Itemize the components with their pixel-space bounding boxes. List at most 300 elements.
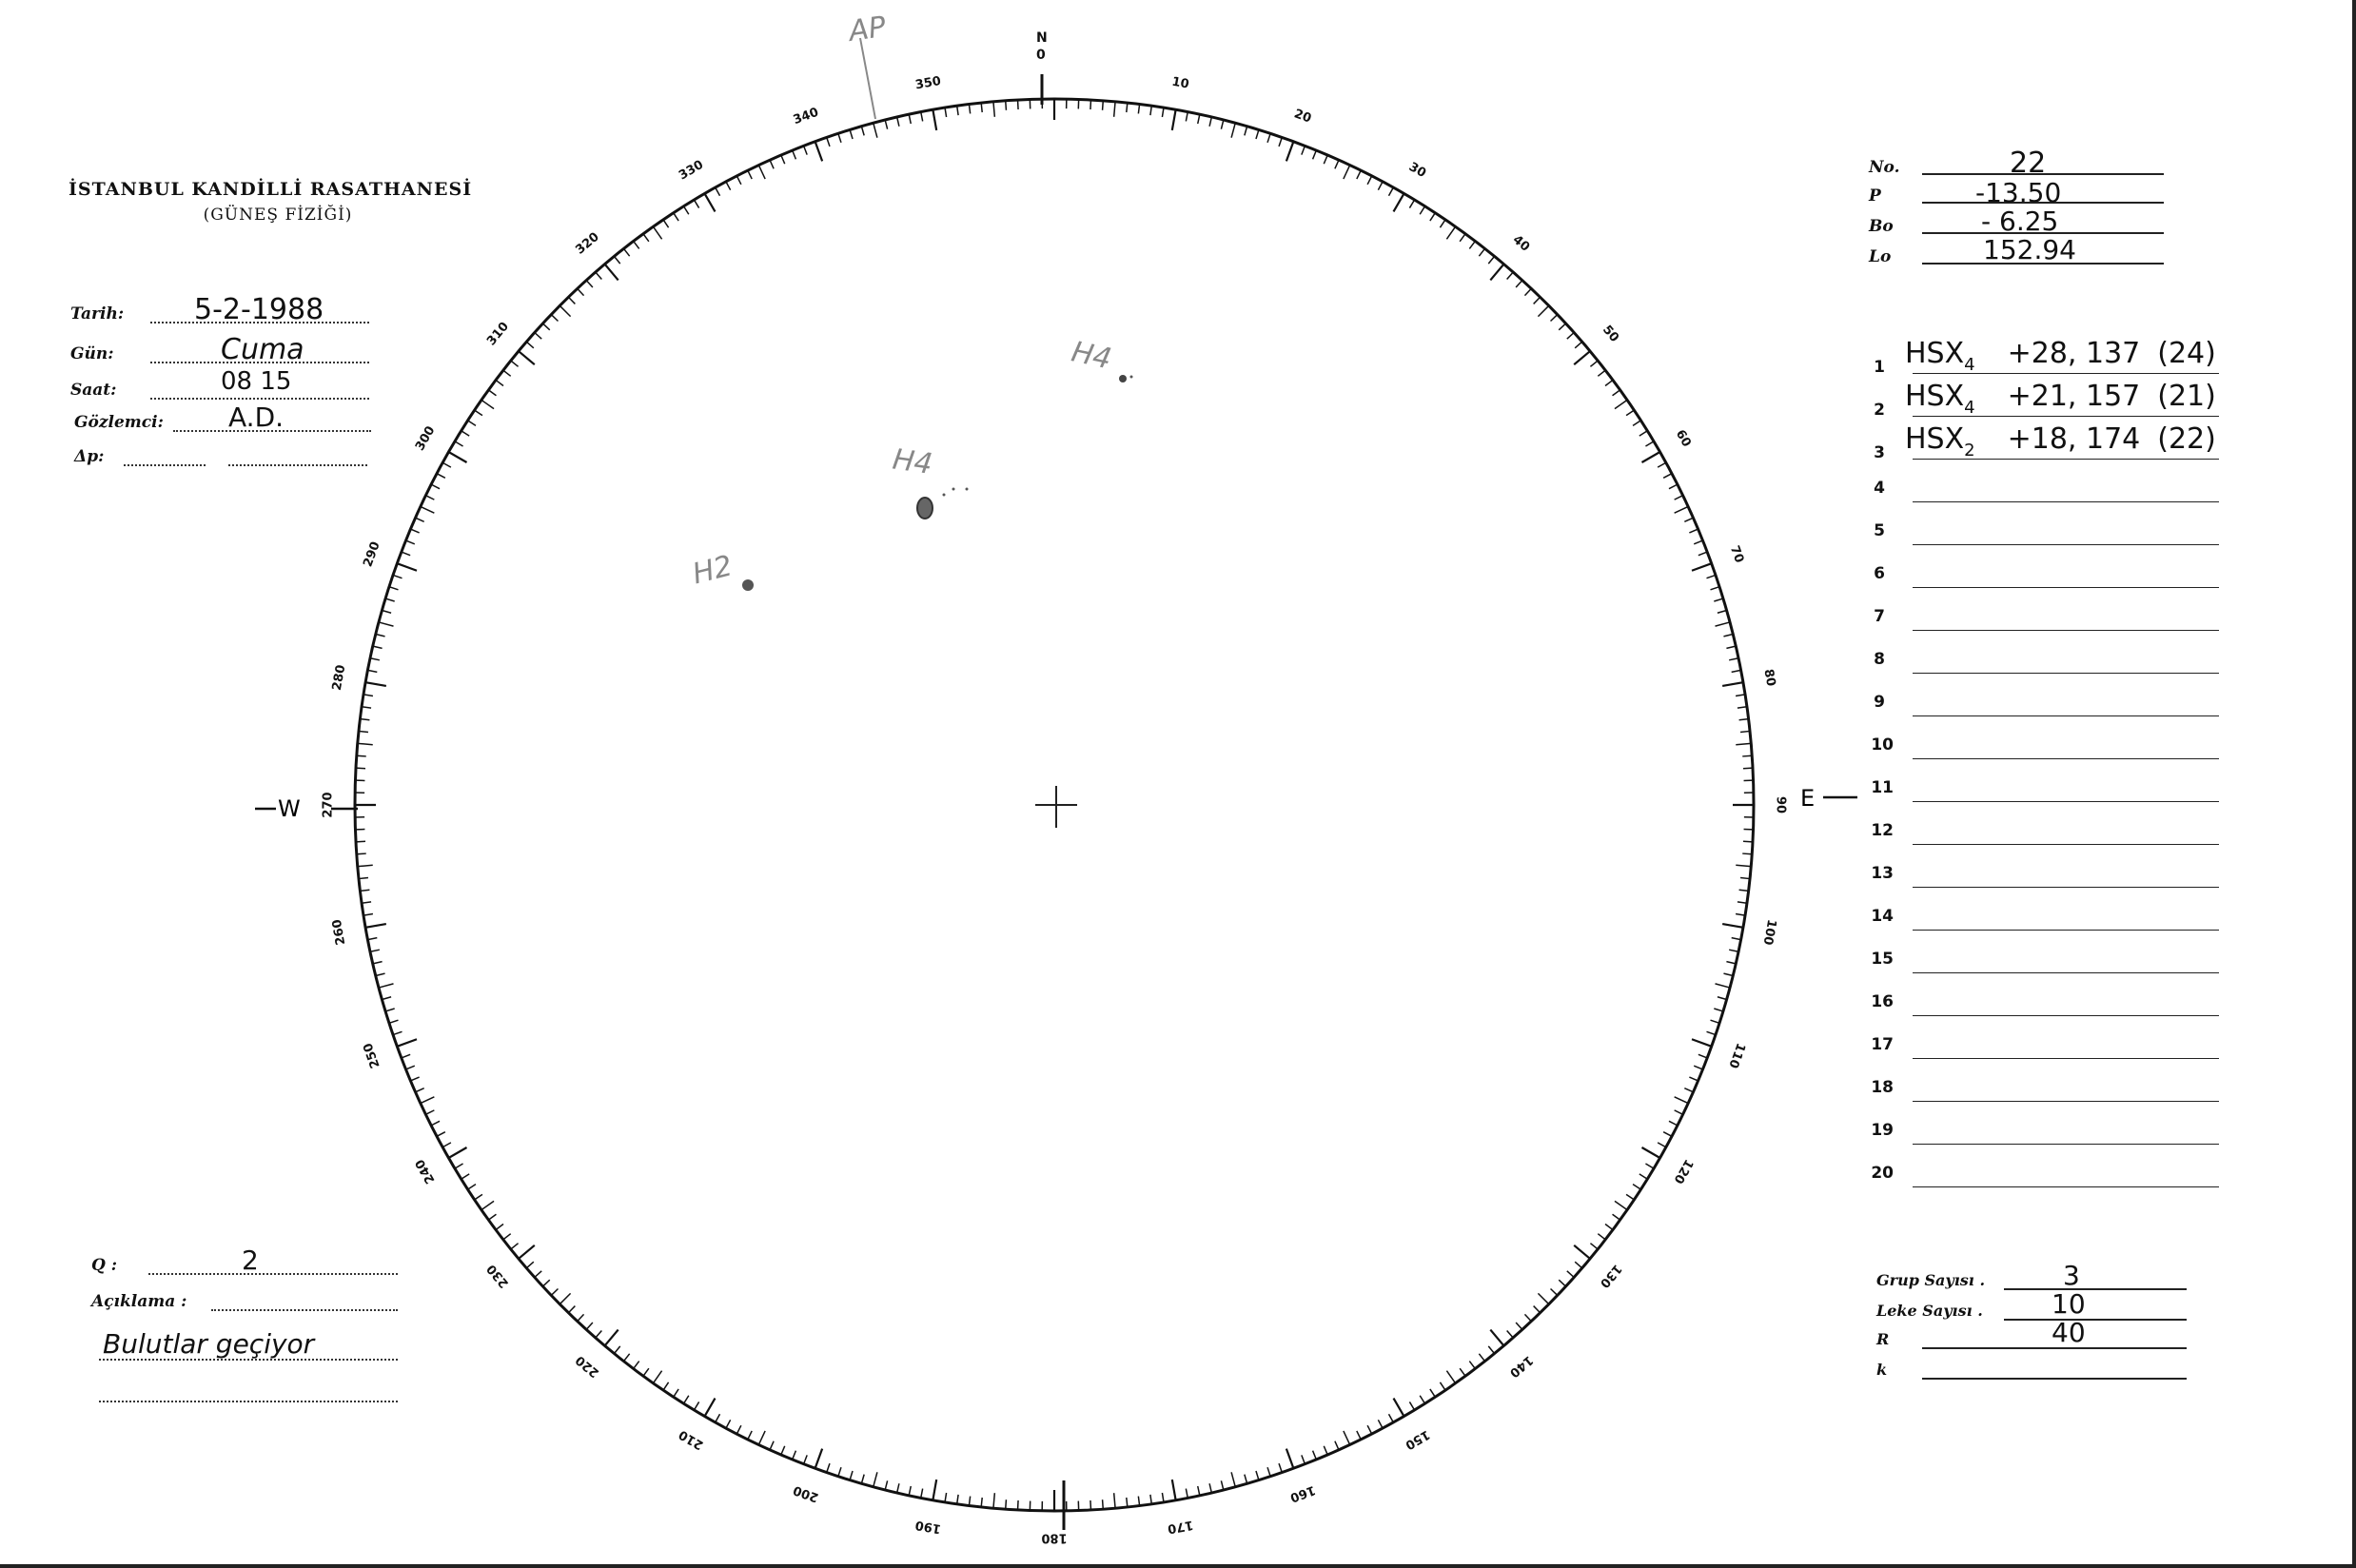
degree-tick bbox=[468, 421, 476, 425]
degree-tick bbox=[1469, 241, 1475, 248]
degree-tick bbox=[957, 106, 958, 115]
degree-tick bbox=[1378, 182, 1383, 190]
degree-tick bbox=[1641, 1147, 1659, 1158]
group-row-entry bbox=[1905, 380, 2216, 418]
degree-tick bbox=[397, 563, 417, 571]
degree-tick bbox=[874, 123, 877, 137]
degree-tick bbox=[1488, 256, 1494, 264]
degree-label: 50 bbox=[1599, 323, 1622, 345]
degree-tick bbox=[1357, 1431, 1361, 1440]
leke-sayisi-label: Leke Sayısı . bbox=[1876, 1302, 1983, 1320]
degree-tick bbox=[1739, 890, 1749, 891]
group-row-line bbox=[1913, 1015, 2219, 1016]
degree-tick bbox=[1534, 1306, 1541, 1313]
gun-value: Cuma bbox=[221, 333, 304, 366]
degree-label: 80 bbox=[1760, 668, 1778, 688]
degree-tick bbox=[358, 865, 373, 866]
group-coordinates: +18, 174 bbox=[2007, 422, 2141, 456]
tarih-label: Tarih: bbox=[70, 304, 125, 323]
degree-tick bbox=[1388, 1414, 1393, 1422]
group-row-entry bbox=[1905, 337, 2216, 375]
degree-tick bbox=[1729, 658, 1738, 660]
degree-label: 140 bbox=[1506, 1352, 1536, 1381]
degree-tick bbox=[1267, 1467, 1270, 1477]
sunspot-group-2-label: H4 bbox=[890, 442, 935, 481]
sunspot bbox=[1119, 375, 1127, 382]
degree-tick bbox=[1440, 1382, 1445, 1390]
degree-tick bbox=[933, 1480, 936, 1500]
degree-tick bbox=[781, 155, 785, 164]
group-row-line bbox=[1913, 801, 2219, 802]
degree-tick bbox=[726, 1420, 731, 1428]
degree-tick bbox=[909, 114, 911, 124]
degree-tick bbox=[1302, 1455, 1306, 1463]
degree-tick bbox=[389, 1020, 399, 1023]
degree-tick bbox=[1114, 102, 1115, 117]
degree-label: 30 bbox=[1405, 160, 1429, 182]
degree-tick bbox=[363, 914, 373, 916]
degree-tick bbox=[838, 1467, 841, 1477]
sheet-border-right bbox=[2352, 0, 2356, 1568]
degree-tick bbox=[770, 1441, 774, 1450]
degree-tick bbox=[437, 1132, 445, 1137]
group-row-number: 8 bbox=[1874, 650, 1885, 669]
degree-tick bbox=[416, 518, 424, 521]
aciklama-label: Açıklama : bbox=[91, 1292, 187, 1311]
degree-tick bbox=[705, 1399, 716, 1417]
degree-tick bbox=[705, 193, 716, 211]
degree-label: 270 bbox=[321, 792, 336, 818]
degree-tick bbox=[684, 206, 689, 214]
degree-tick bbox=[1313, 150, 1317, 159]
degree-tick bbox=[643, 234, 649, 242]
degree-tick bbox=[1090, 100, 1091, 109]
degree-tick bbox=[885, 1480, 887, 1490]
degree-tick bbox=[357, 853, 366, 854]
degree-tick bbox=[945, 108, 947, 117]
degree-tick bbox=[365, 682, 386, 686]
degree-tick bbox=[1150, 106, 1151, 115]
degree-tick bbox=[1335, 1441, 1339, 1450]
degree-label: 190 bbox=[913, 1517, 943, 1537]
group-row-number: 15 bbox=[1871, 950, 1894, 969]
degree-tick bbox=[1490, 265, 1503, 281]
degree-tick bbox=[1324, 1446, 1327, 1455]
degree-tick bbox=[1006, 1499, 1007, 1509]
group-row-line bbox=[1913, 673, 2219, 674]
group-row-number: 4 bbox=[1874, 479, 1885, 498]
aciklama-line-3 bbox=[99, 1401, 398, 1402]
degree-tick bbox=[368, 670, 378, 672]
degree-tick bbox=[1711, 1020, 1720, 1023]
degree-tick bbox=[511, 361, 519, 366]
degree-tick bbox=[793, 150, 796, 159]
group-row-number: 12 bbox=[1871, 821, 1894, 840]
sunspot bbox=[917, 498, 933, 519]
degree-tick bbox=[535, 1271, 541, 1278]
degree-label: 100 bbox=[1759, 918, 1779, 947]
degree-tick bbox=[897, 117, 899, 127]
degree-tick bbox=[1663, 474, 1672, 479]
aciklama-line-1 bbox=[211, 1309, 398, 1311]
p-label: P bbox=[1869, 186, 1881, 206]
degree-tick bbox=[402, 1054, 410, 1058]
delta-p-line-2 bbox=[228, 464, 367, 466]
degree-tick bbox=[1574, 1245, 1590, 1259]
degree-tick bbox=[827, 137, 830, 146]
degree-tick bbox=[442, 1143, 451, 1147]
lo-label: Lo bbox=[1869, 247, 1892, 266]
degree-tick bbox=[1420, 206, 1424, 214]
degree-tick bbox=[503, 370, 511, 376]
degree-tick bbox=[1658, 462, 1666, 467]
group-class-index: 2 bbox=[1964, 441, 1975, 461]
degree-tick bbox=[1615, 1201, 1627, 1209]
degree-tick bbox=[748, 170, 752, 179]
degree-tick bbox=[694, 200, 698, 208]
saat-label: Saat: bbox=[70, 381, 117, 400]
degree-tick bbox=[1209, 117, 1211, 127]
group-number: (22) bbox=[2157, 422, 2216, 456]
degree-tick bbox=[694, 1401, 698, 1410]
degree-tick bbox=[488, 390, 496, 396]
degree-tick bbox=[758, 166, 765, 180]
degree-tick bbox=[542, 323, 549, 330]
degree-tick bbox=[1198, 114, 1200, 124]
degree-tick bbox=[1722, 682, 1743, 686]
degree-tick bbox=[1723, 973, 1733, 975]
sunspot-group-2 bbox=[891, 443, 969, 519]
degree-label: 290 bbox=[361, 539, 383, 569]
degree-tick bbox=[1613, 390, 1620, 396]
degree-tick bbox=[653, 226, 661, 239]
group-row-line bbox=[1913, 1186, 2219, 1187]
degree-tick bbox=[1344, 166, 1350, 180]
group-class: HSX bbox=[1905, 422, 1965, 456]
group-number: (21) bbox=[2157, 380, 2216, 413]
tarih-value: 5-2-1988 bbox=[194, 293, 324, 326]
degree-tick bbox=[1138, 105, 1139, 114]
degree-tick bbox=[1469, 1362, 1475, 1369]
degree-tick bbox=[519, 351, 535, 364]
degree-label: 260 bbox=[329, 918, 349, 947]
degree-tick bbox=[1256, 1471, 1259, 1480]
degree-label: 250 bbox=[361, 1041, 383, 1070]
lo-value: 152.94 bbox=[1983, 234, 2076, 265]
degree-tick bbox=[1103, 101, 1104, 110]
degree-tick bbox=[356, 768, 365, 769]
degree-tick bbox=[1675, 496, 1683, 500]
degree-label: 220 bbox=[573, 1352, 602, 1381]
degree-tick bbox=[969, 105, 970, 114]
degree-tick bbox=[1736, 865, 1751, 866]
degree-tick bbox=[1574, 351, 1590, 364]
degree-tick bbox=[874, 1472, 877, 1486]
degree-tick bbox=[488, 1214, 496, 1220]
degree-tick bbox=[496, 1225, 503, 1230]
degree-tick bbox=[393, 1031, 402, 1034]
group-row-number: 9 bbox=[1874, 693, 1885, 712]
group-row-line bbox=[1913, 1144, 2219, 1145]
group-row-number: 13 bbox=[1871, 864, 1894, 883]
degree-tick bbox=[993, 102, 994, 117]
delta-p-label: Δp: bbox=[74, 447, 105, 466]
degree-tick bbox=[1692, 1039, 1712, 1047]
degree-tick bbox=[503, 1234, 511, 1240]
degree-tick bbox=[1286, 1449, 1294, 1469]
degree-tick bbox=[897, 1483, 899, 1493]
degree-tick bbox=[1357, 170, 1361, 179]
degree-tick bbox=[716, 187, 720, 196]
degree-tick bbox=[1729, 950, 1738, 951]
degree-tick bbox=[921, 1489, 923, 1499]
degree-tick bbox=[389, 587, 399, 590]
degree-tick bbox=[957, 1495, 958, 1504]
degree-tick bbox=[481, 400, 494, 408]
institute-department: (GÜNEŞ FİZİĞİ) bbox=[203, 206, 353, 225]
degree-tick bbox=[1231, 123, 1235, 137]
degree-tick bbox=[542, 1280, 549, 1286]
degree-tick bbox=[674, 213, 678, 221]
degree-tick bbox=[1675, 506, 1689, 513]
degree-tick bbox=[475, 410, 482, 416]
degree-tick bbox=[981, 103, 982, 112]
k-line bbox=[1922, 1378, 2187, 1380]
degree-tick bbox=[379, 984, 393, 988]
degree-tick bbox=[1186, 112, 1188, 122]
degree-tick bbox=[437, 474, 445, 479]
degree-tick bbox=[1694, 540, 1702, 544]
degree-tick bbox=[1669, 484, 1678, 489]
degree-tick bbox=[674, 1389, 678, 1397]
degree-tick bbox=[1162, 108, 1164, 117]
degree-tick bbox=[568, 297, 575, 304]
degree-tick bbox=[1286, 142, 1294, 162]
degree-tick bbox=[804, 1455, 808, 1463]
disk-center-cross bbox=[1035, 786, 1077, 828]
group-coordinates: +28, 137 bbox=[2007, 337, 2141, 370]
sunspot bbox=[952, 488, 955, 491]
group-row-number: 11 bbox=[1871, 778, 1894, 797]
degree-tick bbox=[1446, 226, 1455, 239]
degree-tick bbox=[526, 342, 534, 348]
grup-sayisi-line bbox=[2004, 1288, 2187, 1290]
degree-tick bbox=[1743, 841, 1753, 842]
rotation-axis-label: AP bbox=[846, 10, 889, 49]
p-value: -13.50 bbox=[1975, 177, 2062, 208]
degree-tick bbox=[736, 176, 741, 185]
leke-sayisi-value: 10 bbox=[2052, 1288, 2086, 1320]
aciklama-value: Bulutlar geçiyor bbox=[103, 1328, 315, 1360]
degree-tick bbox=[410, 1077, 419, 1081]
degree-tick bbox=[1567, 1271, 1574, 1278]
degree-tick bbox=[360, 890, 369, 891]
degree-tick bbox=[393, 575, 402, 578]
degree-tick bbox=[421, 1097, 435, 1104]
degree-tick bbox=[933, 109, 936, 130]
group-row-number: 14 bbox=[1871, 907, 1894, 926]
group-row-number: 18 bbox=[1871, 1078, 1894, 1097]
degree-tick bbox=[1516, 281, 1522, 287]
degree-tick bbox=[1138, 1497, 1139, 1506]
degree-tick bbox=[1256, 129, 1259, 139]
no-value: 22 bbox=[2010, 147, 2047, 180]
degree-tick bbox=[406, 1066, 415, 1069]
degree-tick bbox=[596, 272, 602, 280]
group-row-number: 1 bbox=[1874, 358, 1885, 377]
q-value: 2 bbox=[242, 1245, 259, 1276]
degree-tick bbox=[448, 1147, 466, 1158]
degree-tick bbox=[1684, 1088, 1693, 1092]
degree-tick bbox=[1409, 1401, 1414, 1410]
degree-tick bbox=[519, 1245, 535, 1259]
degree-tick bbox=[1694, 1066, 1702, 1069]
degree-tick bbox=[358, 743, 373, 744]
degree-tick bbox=[861, 127, 864, 136]
degree-tick bbox=[1127, 103, 1128, 112]
degree-tick bbox=[373, 962, 383, 964]
degree-tick bbox=[815, 1449, 823, 1469]
group-row-number: 5 bbox=[1874, 521, 1885, 540]
limb-degree-labels bbox=[322, 74, 1788, 1545]
degree-tick bbox=[362, 707, 371, 708]
degree-tick bbox=[1736, 914, 1745, 916]
degree-tick bbox=[379, 622, 393, 626]
degree-tick bbox=[370, 950, 380, 951]
degree-tick bbox=[623, 1354, 629, 1362]
sunspot-group-3-label: H2 bbox=[689, 549, 736, 592]
degree-tick bbox=[1714, 1009, 1723, 1011]
degree-tick bbox=[1639, 431, 1647, 436]
degree-tick bbox=[455, 1164, 463, 1168]
degree-tick bbox=[1575, 1262, 1582, 1268]
degree-tick bbox=[726, 182, 731, 190]
degree-tick bbox=[1324, 155, 1327, 164]
degree-tick bbox=[560, 305, 570, 316]
bo-value: - 6.25 bbox=[1981, 206, 2059, 237]
degree-tick bbox=[1742, 755, 1752, 756]
degree-tick bbox=[1335, 160, 1339, 168]
degree-tick bbox=[363, 695, 373, 696]
degree-tick bbox=[1507, 272, 1514, 280]
degree-tick bbox=[1378, 1420, 1383, 1428]
degree-tick bbox=[416, 1088, 424, 1092]
degree-label: 280 bbox=[329, 663, 349, 692]
degree-tick bbox=[1684, 518, 1693, 521]
degree-tick bbox=[1740, 731, 1750, 732]
degree-tick bbox=[1388, 187, 1393, 196]
degree-tick bbox=[1302, 146, 1306, 154]
degree-tick bbox=[1409, 200, 1414, 208]
saat-line bbox=[150, 398, 369, 400]
degree-tick bbox=[781, 1446, 785, 1455]
degree-tick bbox=[1245, 127, 1247, 136]
degree-tick bbox=[684, 1396, 689, 1403]
degree-tick bbox=[1279, 137, 1282, 146]
degree-tick bbox=[1267, 133, 1270, 143]
degree-tick bbox=[1707, 1031, 1716, 1034]
degree-tick bbox=[362, 902, 371, 903]
degree-tick bbox=[526, 1262, 534, 1268]
degree-tick bbox=[568, 1306, 575, 1313]
degree-tick bbox=[1669, 1121, 1678, 1126]
degree-tick bbox=[850, 129, 853, 139]
group-row-number: 17 bbox=[1871, 1035, 1894, 1054]
degree-tick bbox=[425, 1110, 434, 1114]
degree-tick bbox=[496, 380, 503, 385]
degree-tick bbox=[885, 120, 887, 129]
degree-tick bbox=[1605, 1225, 1613, 1230]
degree-tick bbox=[511, 1244, 519, 1249]
degree-tick bbox=[1150, 1495, 1151, 1504]
degree-tick bbox=[1420, 1396, 1424, 1403]
degree-label: 120 bbox=[1670, 1156, 1697, 1186]
degree-tick bbox=[382, 997, 391, 1000]
north-label: N bbox=[1036, 30, 1048, 46]
degree-tick bbox=[1732, 938, 1741, 940]
degree-tick bbox=[643, 1368, 649, 1376]
degree-tick bbox=[909, 1486, 911, 1496]
leke-sayisi-line bbox=[2004, 1319, 2187, 1321]
group-row-number: 3 bbox=[1874, 443, 1885, 462]
degree-tick bbox=[586, 281, 593, 287]
degree-tick bbox=[1394, 1399, 1404, 1417]
group-class: HSX bbox=[1905, 337, 1965, 370]
degree-tick bbox=[758, 1431, 765, 1445]
degree-tick bbox=[535, 333, 541, 340]
degree-tick bbox=[1551, 315, 1558, 322]
degree-tick bbox=[614, 256, 619, 264]
degree-tick bbox=[838, 133, 841, 143]
sunspot bbox=[943, 494, 946, 497]
east-label: E bbox=[1800, 785, 1816, 812]
degree-tick bbox=[1198, 1486, 1200, 1496]
group-row-number: 7 bbox=[1874, 607, 1885, 626]
degree-tick bbox=[1689, 1077, 1698, 1081]
degree-label: 300 bbox=[412, 423, 439, 454]
group-class-index: 4 bbox=[1964, 355, 1975, 375]
degree-tick bbox=[425, 496, 434, 500]
degree-tick bbox=[551, 1288, 558, 1295]
degree-tick bbox=[359, 878, 368, 879]
degree-tick bbox=[653, 1371, 661, 1383]
degree-tick bbox=[1743, 768, 1753, 769]
degree-tick bbox=[1698, 552, 1707, 556]
degree-tick bbox=[455, 441, 463, 446]
degree-tick bbox=[1716, 622, 1730, 626]
degree-tick bbox=[1645, 1164, 1654, 1168]
degree-label: 330 bbox=[676, 157, 707, 184]
degree-tick bbox=[1479, 1354, 1484, 1362]
sunspot bbox=[1130, 376, 1133, 379]
degree-tick bbox=[1740, 878, 1750, 879]
degree-label: 350 bbox=[913, 73, 943, 93]
degree-label: 340 bbox=[791, 105, 821, 128]
degree-tick bbox=[1221, 1480, 1223, 1490]
degree-tick bbox=[1726, 646, 1736, 648]
degree-label: 90 bbox=[1773, 795, 1788, 814]
group-row-number: 16 bbox=[1871, 992, 1894, 1011]
degree-tick bbox=[1209, 1483, 1211, 1493]
degree-tick bbox=[596, 1330, 602, 1338]
degree-tick bbox=[1575, 342, 1582, 348]
degree-tick bbox=[1367, 176, 1372, 185]
degree-tick bbox=[945, 1493, 947, 1502]
group-row-line bbox=[1913, 758, 2219, 759]
degree-label: 320 bbox=[573, 229, 602, 258]
degree-tick bbox=[716, 1414, 720, 1422]
degree-tick bbox=[368, 938, 378, 940]
